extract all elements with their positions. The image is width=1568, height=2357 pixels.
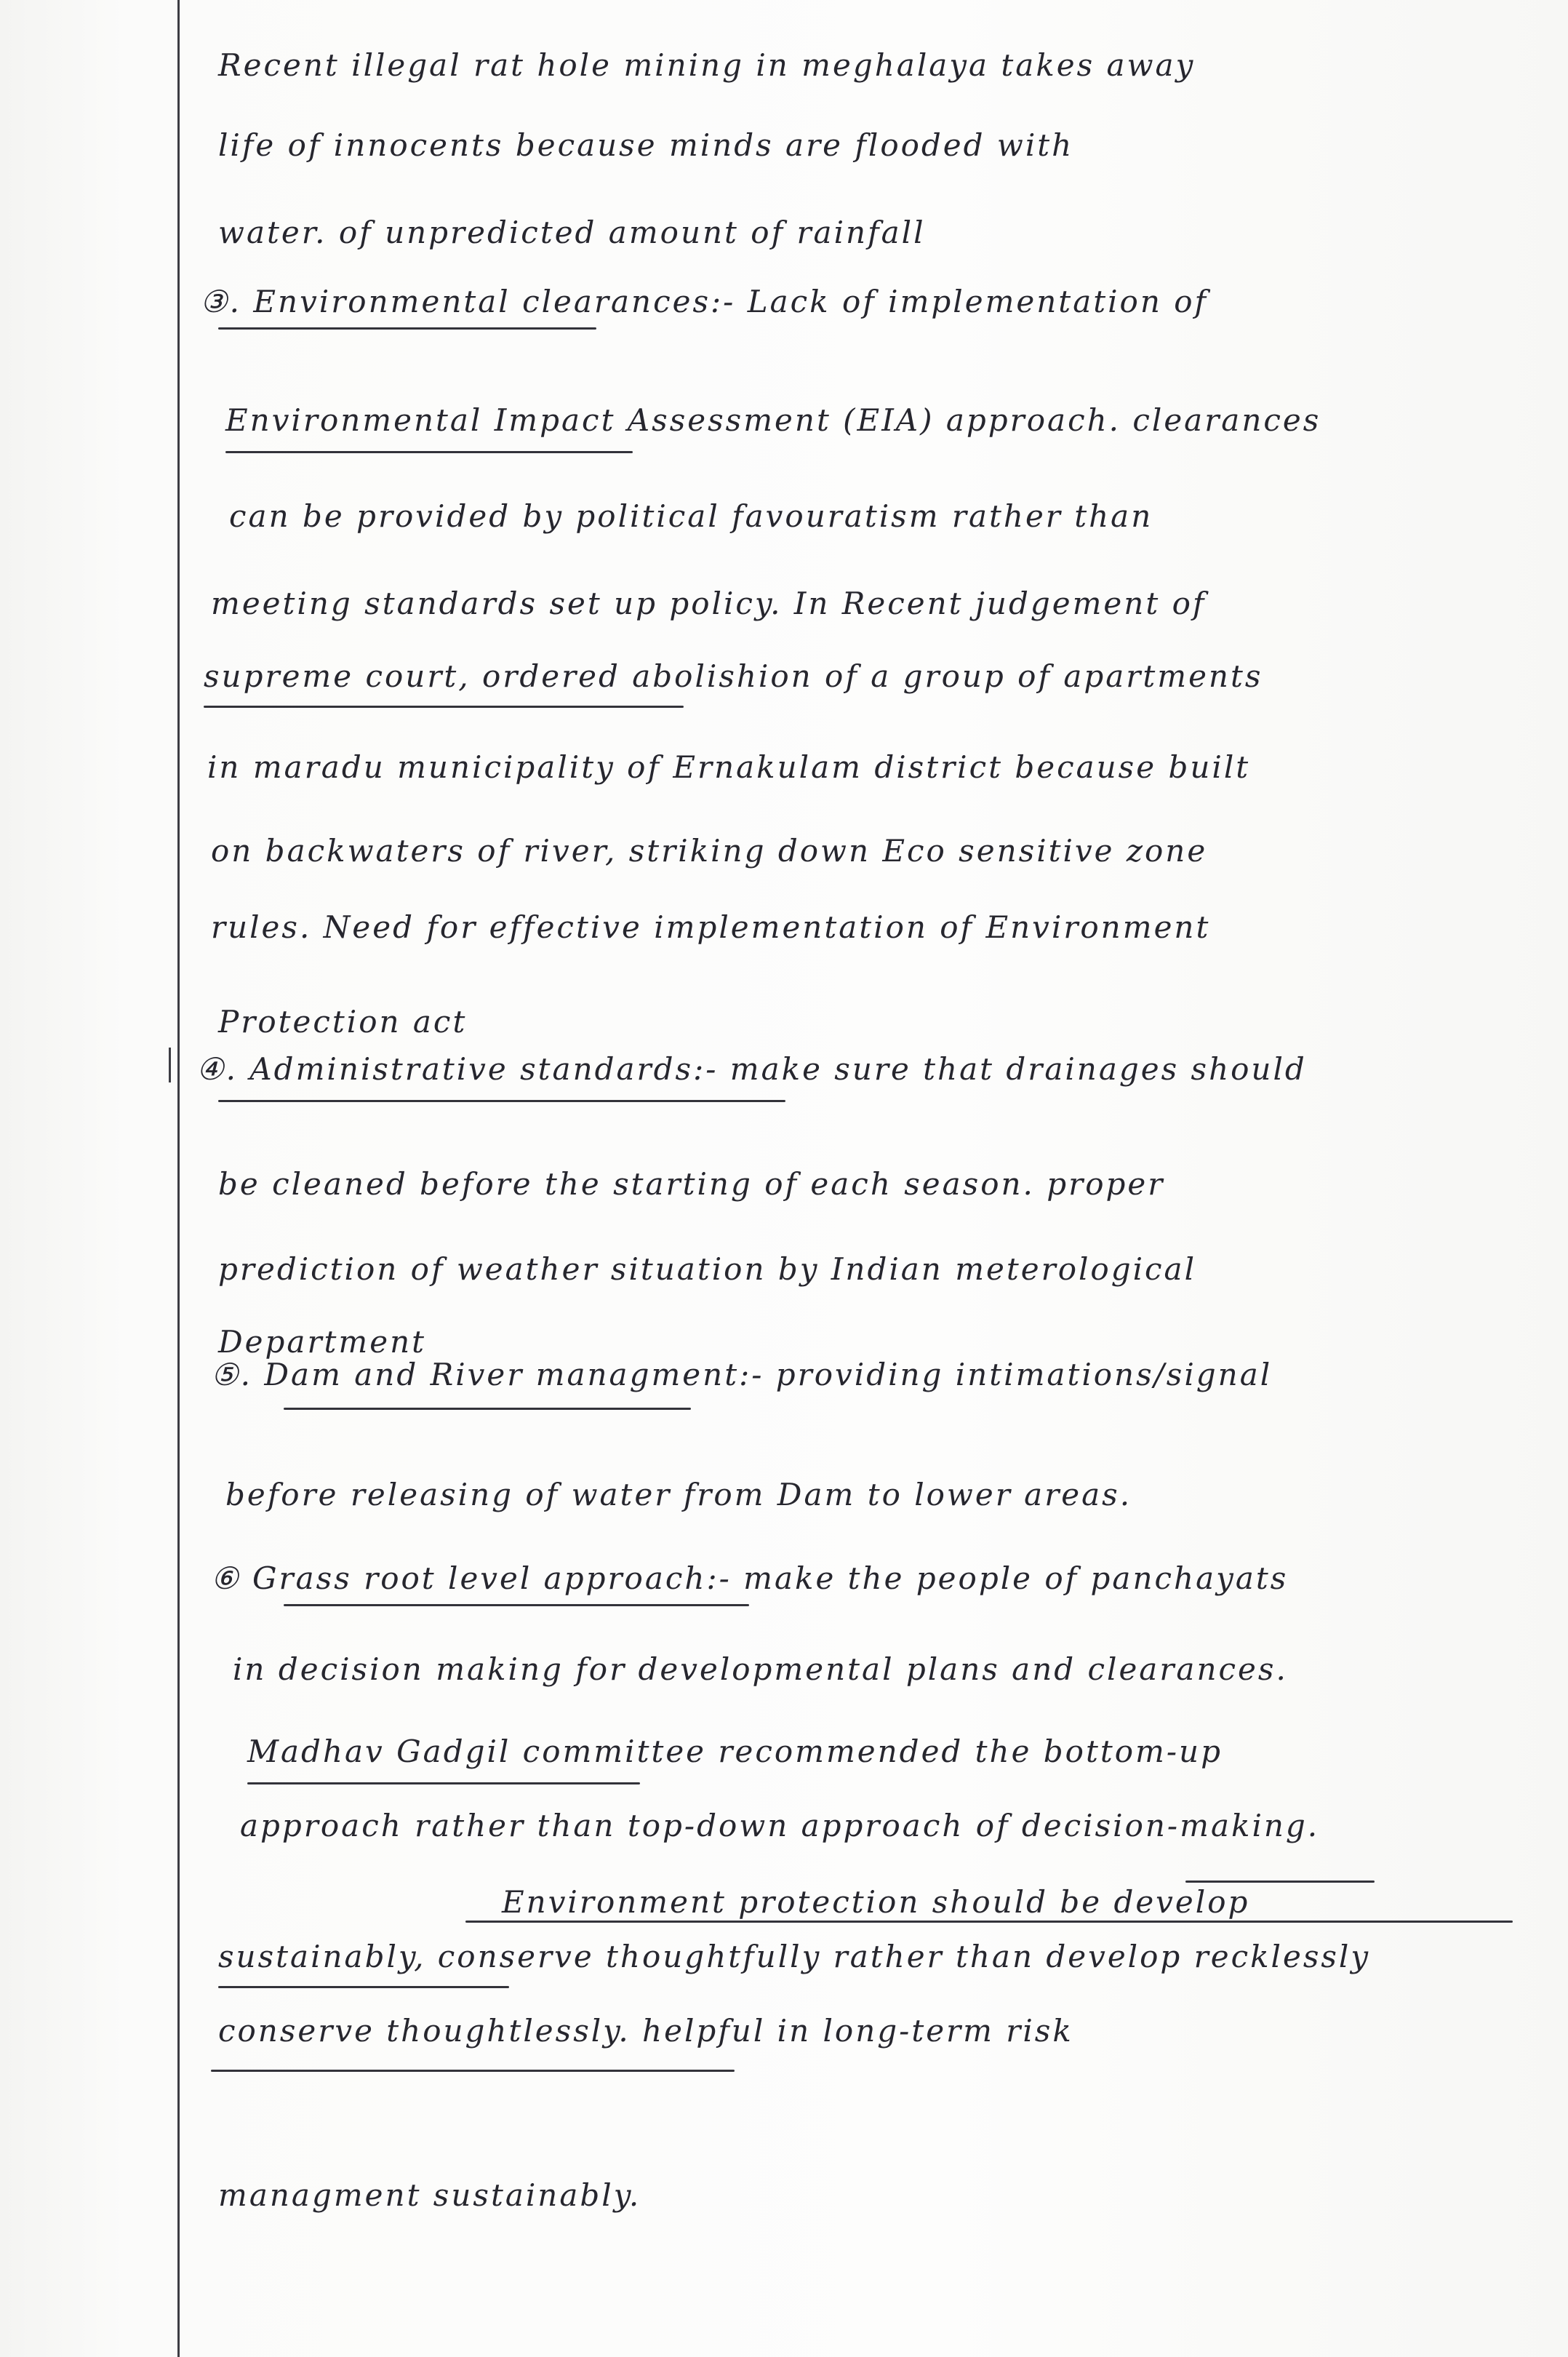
text-line: prediction of weather situation by Indian meterological <box>218 1251 1197 1287</box>
text-line: managment sustainably. <box>218 2177 641 2213</box>
underline <box>204 706 684 708</box>
text-line: rules. Need for effective implementation of Environment <box>211 909 1211 945</box>
text-line: ⑥ Grass root level approach:- make the people of panchayats <box>211 1560 1289 1596</box>
text-line: be cleaned before the starting of each season. proper <box>218 1166 1165 1202</box>
text-line: in decision making for developmental plans and clearances. <box>233 1651 1288 1687</box>
text-line: Environment protection should be develop <box>502 1884 1250 1920</box>
text-line: ④. Administrative standards:- make sure that drainages should <box>196 1051 1307 1087</box>
text-line: ⑤. Dam and River managment:- providing intimations/signal <box>211 1357 1273 1392</box>
text-line: Protection act <box>218 1004 468 1040</box>
underline <box>225 451 633 453</box>
margin-line <box>177 0 180 2357</box>
underline <box>211 2070 735 2072</box>
text-line: conserve thoughtlessly. helpful in long-term risk <box>218 2013 1073 2049</box>
underline <box>465 1921 1513 1923</box>
margin-tick-mark <box>169 1048 184 1082</box>
text-line: Environmental Impact Assessment (EIA) approach. clearances <box>225 402 1321 438</box>
underline <box>1185 1881 1375 1883</box>
text-line: ③. Environmental clearances:- Lack of implementation of <box>200 284 1209 319</box>
underline <box>218 1100 785 1102</box>
underline <box>218 327 596 330</box>
text-line: Recent illegal rat hole mining in meghalaya takes away <box>218 47 1196 83</box>
text-line: Madhav Gadgil committee recommended the bottom-up <box>247 1734 1223 1769</box>
underline <box>247 1782 640 1784</box>
underline <box>284 1408 691 1410</box>
text-line: approach rather than top-down approach of decision-making. <box>240 1808 1320 1843</box>
text-line: sustainably, conserve thoughtfully rather than develop recklessly <box>218 1939 1371 1974</box>
text-line: life of innocents because minds are flooded with <box>218 127 1074 163</box>
text-line: Department <box>218 1324 427 1360</box>
text-line: can be provided by political favouratism rather than <box>229 498 1153 534</box>
text-line: supreme court, ordered abolishion of a group of apartments <box>204 658 1263 694</box>
text-line: meeting standards set up policy. In Recent judgement of <box>211 586 1207 621</box>
underline <box>284 1604 749 1606</box>
text-line: water. of unpredicted amount of rainfall <box>218 215 926 250</box>
text-line: on backwaters of river, striking down Eco sensitive zone <box>211 833 1208 869</box>
underline <box>218 1986 509 1988</box>
text-line: in maradu municipality of Ernakulam district because built <box>207 749 1251 785</box>
text-line: before releasing of water from Dam to lower areas. <box>225 1477 1132 1512</box>
